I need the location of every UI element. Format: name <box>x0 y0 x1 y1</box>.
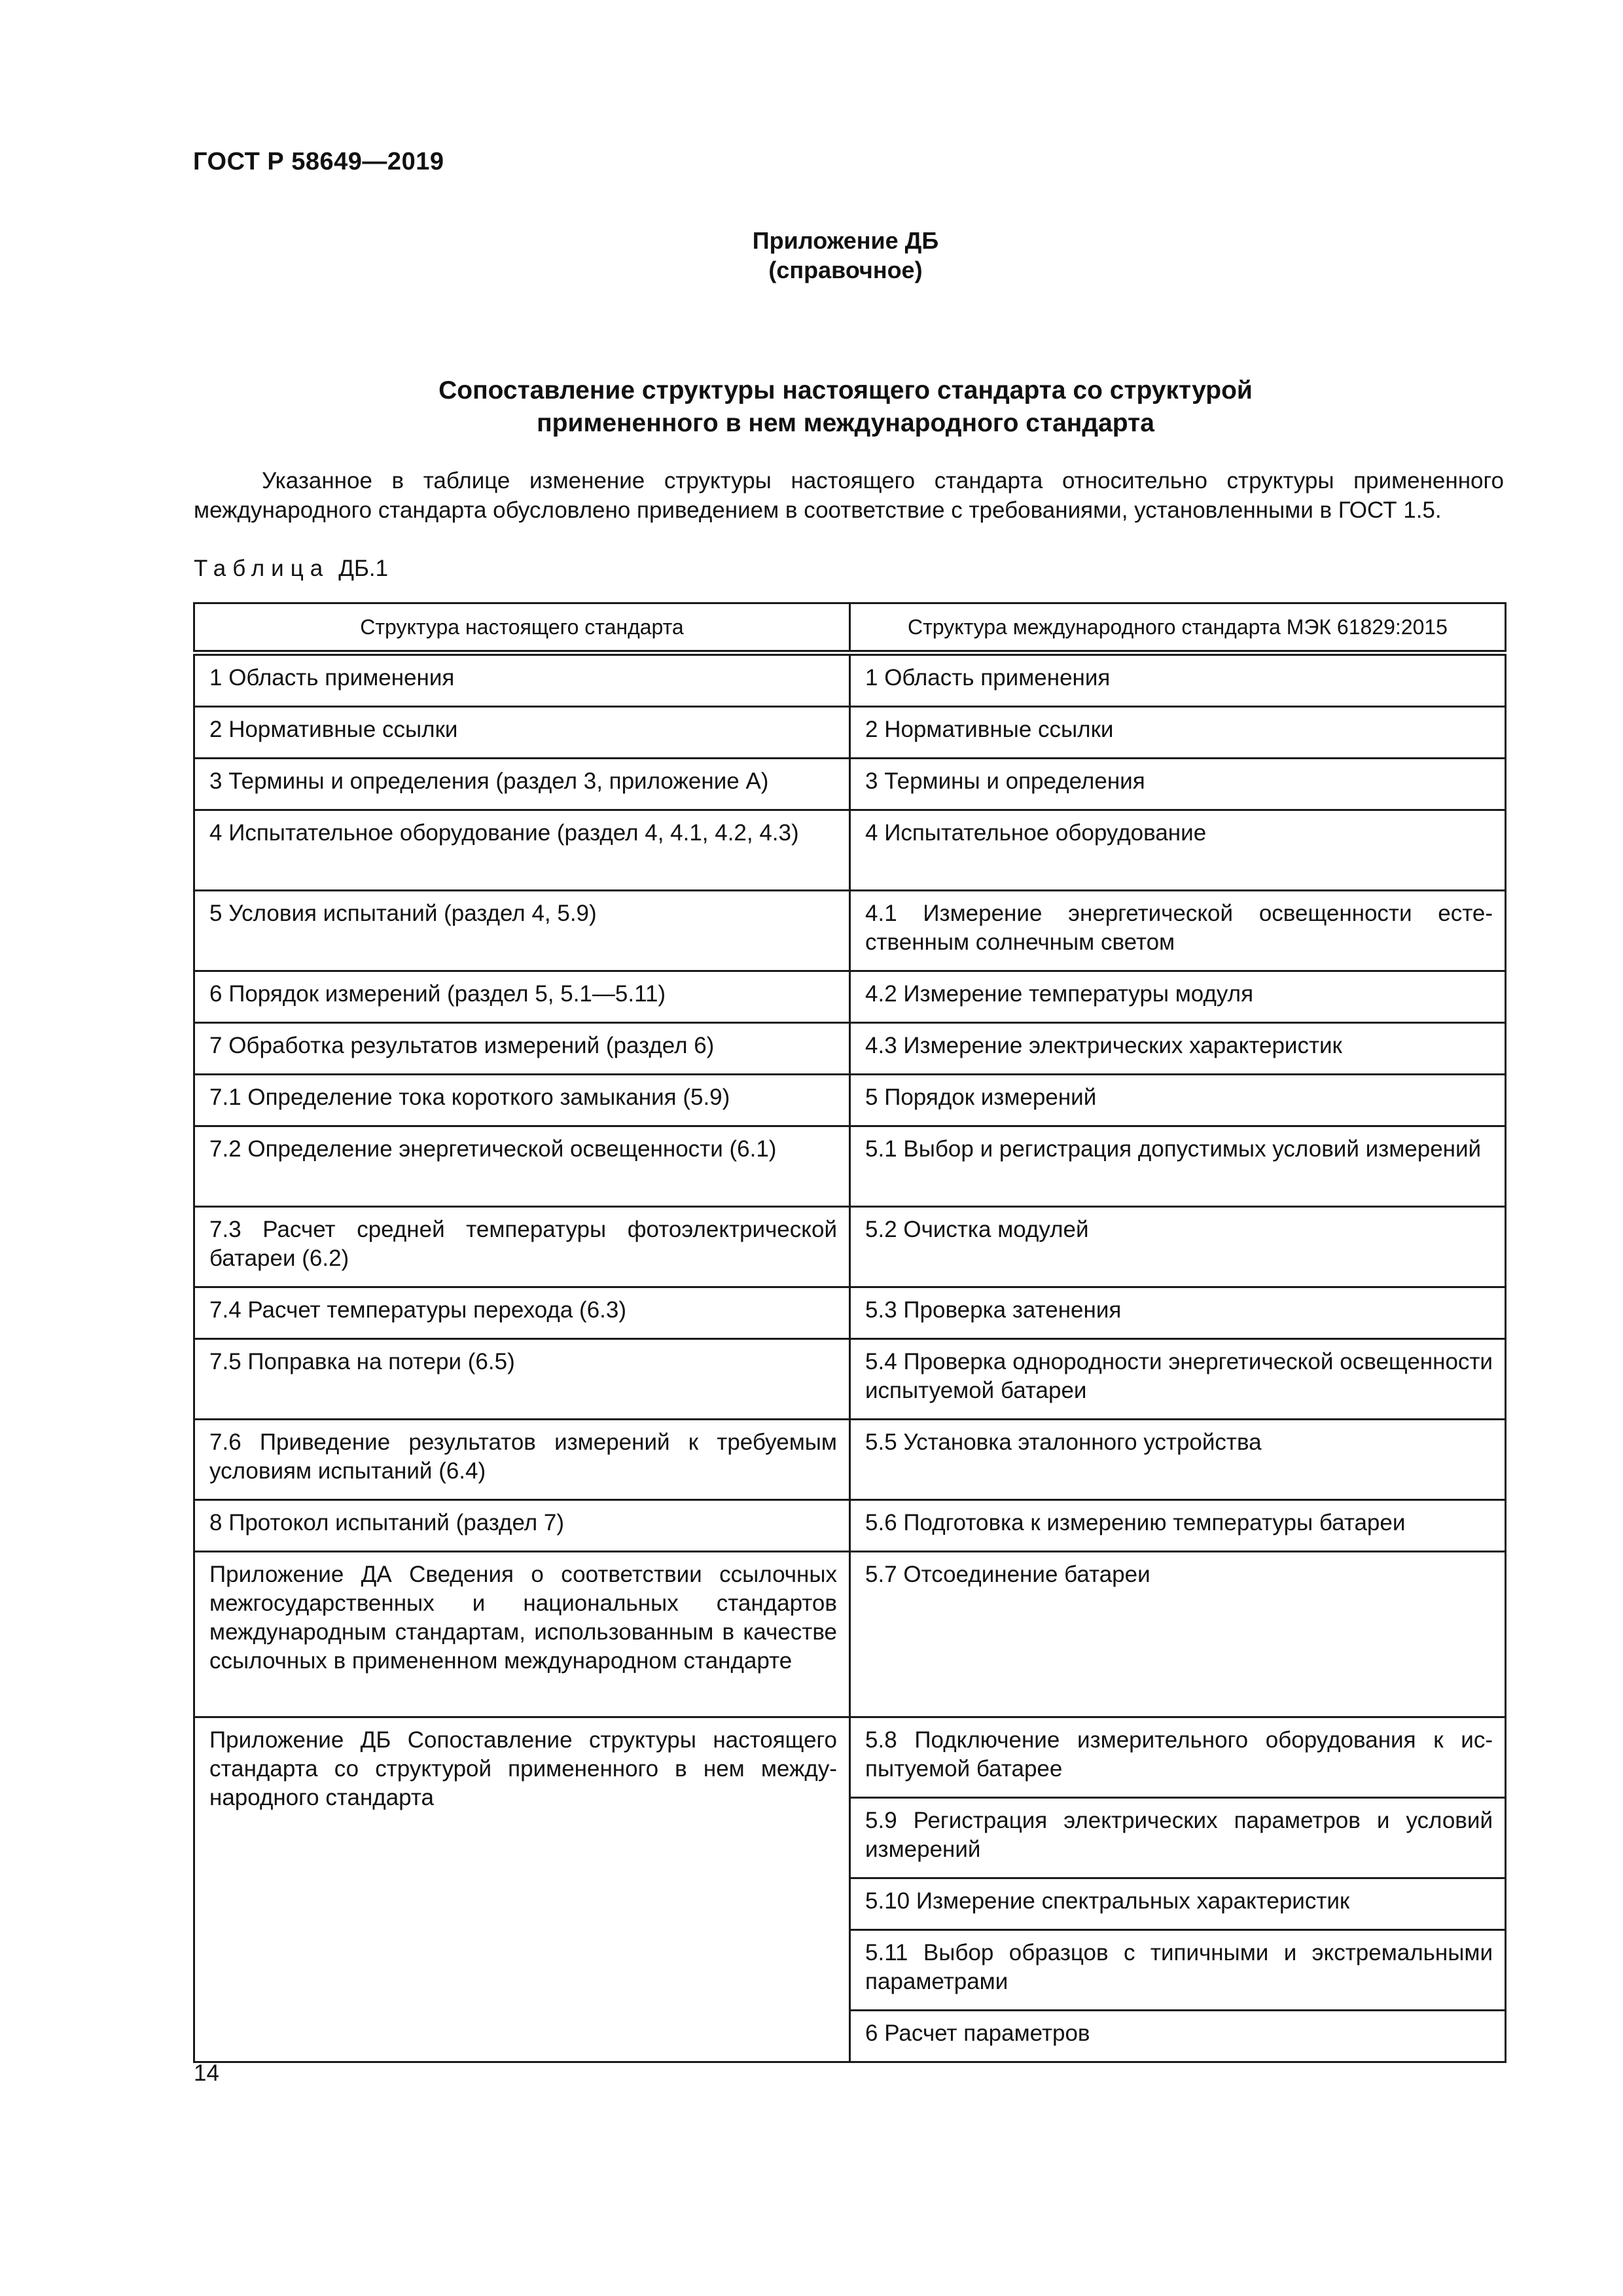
table-row <box>194 707 1506 759</box>
table-cell-current: Приложение ДА Сведения о соответствии ссылочных межгосударственных и национальных стандартов международным стандартам, использованным в качестве ссылочных в примененном международном стандарте <box>194 1552 850 1717</box>
table-cell-international: 4 Испытательное оборудование <box>850 810 1506 891</box>
structure-comparison-table <box>193 602 1507 2063</box>
document-title <box>0 374 1623 440</box>
annex-type: (справочное) <box>768 257 923 283</box>
table-row <box>194 1717 1506 1798</box>
table-cell-international: 5.2 Очистка модулей <box>850 1207 1506 1287</box>
table-cell-international: 5.8 Подключение измерительного оборудования к испытуемой батарее <box>850 1717 1506 1798</box>
table-cell-international: 5 Порядок измерений <box>850 1075 1506 1126</box>
header-cell-current-standard: Структура настоящего стандарта <box>194 603 850 653</box>
table-cell-international: 5.11 Выбор образцов с типичными и экстремальными параметрами <box>850 1930 1506 2011</box>
table-cell-international: 5.6 Подготовка к измерению температуры батареи <box>850 1500 1506 1552</box>
table-row <box>194 1339 1506 1420</box>
table-row <box>194 1420 1506 1500</box>
title-line-2: примененного в нем международного стандарта <box>537 409 1154 437</box>
table-cell-current: 2 Нормативные ссылки <box>194 707 850 759</box>
table-cell-international: 1 Область применения <box>850 653 1506 707</box>
table-cell-current: 7.1 Определение тока короткого замыкания (5.9) <box>194 1075 850 1126</box>
table-cell-international: 5.7 Отсоединение батареи <box>850 1552 1506 1717</box>
table-cell-international: 5.5 Установка эталонного устройства <box>850 1420 1506 1500</box>
table-row <box>194 1023 1506 1075</box>
table-row <box>194 1207 1506 1287</box>
table-caption <box>194 554 388 583</box>
table-cell-international: 5.1 Выбор и регистрация допустимых условий измерений <box>850 1126 1506 1207</box>
table-cell-international: 2 Нормативные ссылки <box>850 707 1506 759</box>
table-cell-international: 5.10 Измерение спектральных характеристик <box>850 1878 1506 1930</box>
table-row <box>194 1126 1506 1207</box>
table-cell-current: 5 Условия испытаний (раздел 4, 5.9) <box>194 891 850 971</box>
table-cell-current: 3 Термины и определения (раздел 3, приложение А) <box>194 759 850 810</box>
table-row <box>194 1500 1506 1552</box>
table-cell-current: 7 Обработка результатов измерений (раздел 6) <box>194 1023 850 1075</box>
table-cell-current: Приложение ДБ Сопоставление структуры настоящего стандарта со структурой примененного в нем международного стандарта <box>194 1717 850 2062</box>
header-cell-international-standard: Структура международного стандарта МЭК 61829:2015 <box>850 603 1506 653</box>
standard-code: ГОСТ Р 58649—2019 <box>193 148 444 175</box>
table-caption-number: ДБ.1 <box>338 556 389 581</box>
table-header-row <box>194 603 1506 653</box>
table-cell-current: 7.2 Определение энергетической освещенности (6.1) <box>194 1126 850 1207</box>
table-row <box>194 653 1506 707</box>
table-cell-current: 7.3 Расчет средней температуры фотоэлектрической батареи (6.2) <box>194 1207 850 1287</box>
title-line-1: Сопоставление структуры настоящего стандарта со структурой <box>438 376 1253 404</box>
table-cell-international: 6 Расчет параметров <box>850 2011 1506 2062</box>
table-cell-international: 3 Термины и определения <box>850 759 1506 810</box>
table-cell-international: 5.4 Проверка однородности энергетической освещенности испытуемой батареи <box>850 1339 1506 1420</box>
table-row <box>194 891 1506 971</box>
annex-heading <box>0 226 1623 285</box>
table-cell-current: 7.4 Расчет температуры перехода (6.3) <box>194 1287 850 1339</box>
table-cell-international: 4.2 Измерение температуры модуля <box>850 971 1506 1023</box>
table-cell-current: 4 Испытательное оборудование (раздел 4, 4.1, 4.2, 4.3) <box>194 810 850 891</box>
annex-title: Приложение ДБ <box>752 227 939 254</box>
page-number: 14 <box>194 2060 219 2086</box>
table-cell-current: 7.5 Поправка на потери (6.5) <box>194 1339 850 1420</box>
table-cell-current: 1 Область применения <box>194 653 850 707</box>
table-cell-current: 6 Порядок измерений (раздел 5, 5.1—5.11) <box>194 971 850 1023</box>
table-row <box>194 1552 1506 1717</box>
table-cell-international: 4.3 Измерение электрических характеристик <box>850 1023 1506 1075</box>
table-row <box>194 810 1506 891</box>
table-caption-label: Таблица <box>194 556 330 581</box>
intro-paragraph: Указанное в таблице изменение структуры настоящего стандарта относительно структуры примененного международного стандарта обусловлено приведением в соответствие с требованиями, установленными в ГОСТ 1.5. <box>194 468 1504 523</box>
table-row <box>194 1075 1506 1126</box>
table-row <box>194 1287 1506 1339</box>
table-cell-current: 8 Протокол испытаний (раздел 7) <box>194 1500 850 1552</box>
table-cell-international: 5.3 Проверка затенения <box>850 1287 1506 1339</box>
table-cell-international: 5.9 Регистрация электрических параметров и условий измерений <box>850 1798 1506 1878</box>
table-row <box>194 971 1506 1023</box>
table-row <box>194 759 1506 810</box>
table-cell-international: 4.1 Измерение энергетической освещенности естественным солнечным светом <box>850 891 1506 971</box>
table-cell-current: 7.6 Приведение результатов измерений к требуемым условиям испытаний (6.4) <box>194 1420 850 1500</box>
